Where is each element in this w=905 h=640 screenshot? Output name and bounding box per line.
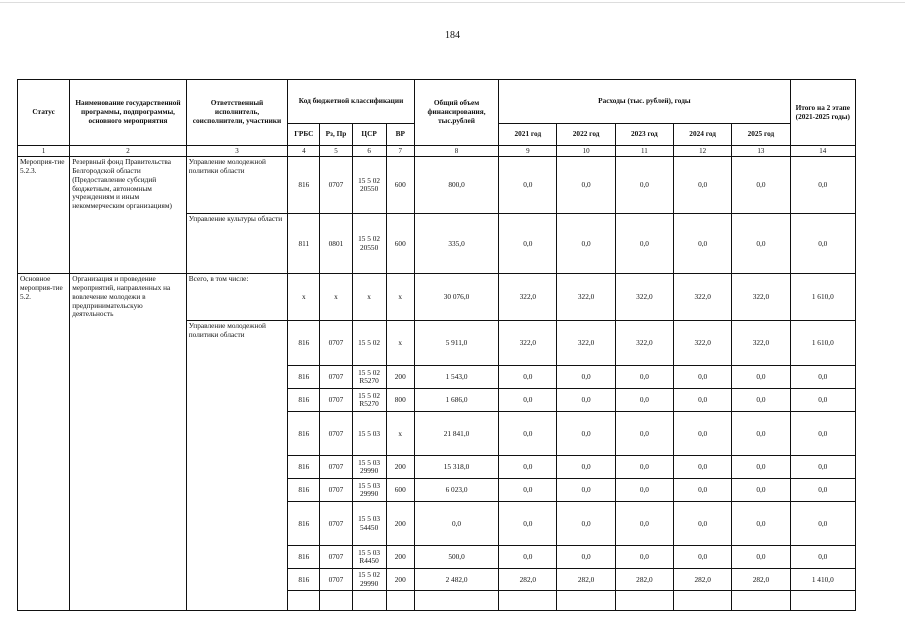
col-num: 2 [70,146,187,157]
col-num: 7 [386,146,414,157]
status-cell: Основное мероприя-тие 5.2. [18,274,70,611]
header-year-2022: 2022 год [557,124,615,146]
vr-cell: 600 [386,214,414,274]
vr-cell: x [386,321,414,366]
column-number-row [18,146,856,157]
stage-total-cell: 0,0 [790,157,855,214]
total-cell [414,591,498,611]
csr-cell: 15 5 02 20550 [352,214,386,274]
stage-total-cell: 1 610,0 [790,274,855,321]
rzpr-cell: x [320,274,352,321]
year-cell: 0,0 [499,389,557,412]
csr-cell: 15 5 03 [352,412,386,456]
col-num: 14 [790,146,855,157]
stage-total-cell: 0,0 [790,389,855,412]
year-cell: 0,0 [615,366,673,389]
executor-cell: Всего, в том числе: [186,274,287,321]
vr-cell: 200 [386,546,414,569]
total-cell: 1 543,0 [414,366,498,389]
header-name: Наименование государственной программы, подпрограммы, основного мероприятия [70,80,187,146]
year-cell: 0,0 [674,546,732,569]
total-cell: 6 023,0 [414,479,498,502]
col-num: 3 [186,146,287,157]
grbs-cell: x [288,274,320,321]
total-cell: 800,0 [414,157,498,214]
year-cell: 0,0 [732,412,790,456]
total-cell: 21 841,0 [414,412,498,456]
stage-total-cell [790,591,855,611]
rzpr-cell: 0707 [320,502,352,546]
csr-cell: 15 5 02 [352,321,386,366]
rzpr-cell: 0707 [320,366,352,389]
total-cell: 5 911,0 [414,321,498,366]
year-cell: 0,0 [674,479,732,502]
year-cell [557,591,615,611]
name-cell: Резервный фонд Правительства Белгородской области (Предоставление субсидий бюджетным, автономным учреждениям и иным некоммерческим организациям) [70,157,187,274]
year-cell: 0,0 [615,412,673,456]
name-cell: Организация и проведение мероприятий, направленных на вовлечение молодежи в предпринимательскую деятельность [70,274,187,611]
rzpr-cell: 0707 [320,456,352,479]
year-cell: 0,0 [615,546,673,569]
grbs-cell: 816 [288,502,320,546]
grbs-cell: 816 [288,366,320,389]
grbs-cell: 816 [288,412,320,456]
budget-table [17,79,856,611]
vr-cell: 600 [386,479,414,502]
vr-cell: 800 [386,389,414,412]
csr-cell: 15 5 03 54450 [352,502,386,546]
rzpr-cell: 0707 [320,546,352,569]
year-cell: 0,0 [615,502,673,546]
year-cell: 0,0 [732,502,790,546]
col-num: 10 [557,146,615,157]
total-cell: 500,0 [414,546,498,569]
rzpr-cell: 0707 [320,569,352,591]
rzpr-cell: 0707 [320,479,352,502]
csr-cell: 15 5 03 R4450 [352,546,386,569]
year-cell: 322,0 [615,274,673,321]
col-num: 12 [674,146,732,157]
year-cell [674,591,732,611]
executor-cell: Управление молодежной политики области [186,157,287,214]
executor-cell: Управление молодежной политики области [186,321,287,611]
grbs-cell: 816 [288,569,320,591]
year-cell: 0,0 [557,546,615,569]
year-cell: 282,0 [499,569,557,591]
vr-cell: 200 [386,456,414,479]
year-cell: 0,0 [674,456,732,479]
year-cell: 322,0 [732,321,790,366]
col-num: 11 [615,146,673,157]
year-cell [499,591,557,611]
grbs-cell: 816 [288,479,320,502]
grbs-cell: 816 [288,321,320,366]
year-cell: 0,0 [674,389,732,412]
year-cell: 0,0 [674,214,732,274]
total-cell: 0,0 [414,502,498,546]
year-cell: 282,0 [557,569,615,591]
header-executor: Ответственный исполнитель, соисполнители, участники [186,80,287,146]
header-grbs: ГРБС [288,124,320,146]
grbs-cell: 811 [288,214,320,274]
year-cell: 0,0 [732,456,790,479]
col-num: 4 [288,146,320,157]
year-cell: 0,0 [674,412,732,456]
vr-cell: 600 [386,157,414,214]
vr-cell [386,591,414,611]
csr-cell: 15 5 02 20550 [352,157,386,214]
year-cell: 0,0 [499,502,557,546]
stage-total-cell: 0,0 [790,456,855,479]
header-total: Общий объем финансирования, тыс.рублей [414,80,498,146]
col-num: 5 [320,146,352,157]
year-cell: 0,0 [557,366,615,389]
year-cell: 322,0 [615,321,673,366]
stage-total-cell: 0,0 [790,479,855,502]
table-row [18,274,856,321]
grbs-cell: 816 [288,456,320,479]
year-cell: 0,0 [615,389,673,412]
rzpr-cell: 0707 [320,321,352,366]
csr-cell: 15 5 03 29990 [352,456,386,479]
header-status: Статус [18,80,70,146]
year-cell: 0,0 [499,456,557,479]
rzpr-cell: 0707 [320,157,352,214]
total-cell: 15 318,0 [414,456,498,479]
csr-cell [352,591,386,611]
stage-total-cell: 0,0 [790,214,855,274]
header-year-2023: 2023 год [615,124,673,146]
year-cell: 0,0 [732,546,790,569]
year-cell: 0,0 [674,366,732,389]
year-cell [732,591,790,611]
rzpr-cell: 0707 [320,389,352,412]
stage-total-cell: 1 410,0 [790,569,855,591]
year-cell: 0,0 [732,214,790,274]
vr-cell: 200 [386,366,414,389]
header-rzpr: Рз, Пр [320,124,352,146]
header-year-2024: 2024 год [674,124,732,146]
year-cell: 322,0 [557,274,615,321]
year-cell: 282,0 [674,569,732,591]
year-cell: 0,0 [557,479,615,502]
year-cell: 0,0 [557,157,615,214]
header-expenses: Расходы (тыс. рублей), годы [499,80,790,124]
year-cell: 322,0 [499,274,557,321]
year-cell: 0,0 [615,157,673,214]
year-cell: 322,0 [499,321,557,366]
table-row [18,157,856,214]
grbs-cell: 816 [288,389,320,412]
status-cell: Мероприя-тие 5.2.3. [18,157,70,274]
page-number: 184 [445,30,460,41]
stage-total-cell: 0,0 [790,546,855,569]
header-vr: ВР [386,124,414,146]
year-cell: 0,0 [499,546,557,569]
year-cell: 0,0 [499,366,557,389]
csr-cell: 15 5 02 R5270 [352,389,386,412]
year-cell: 0,0 [674,157,732,214]
year-cell: 0,0 [674,502,732,546]
year-cell: 0,0 [732,479,790,502]
total-cell: 335,0 [414,214,498,274]
year-cell: 282,0 [615,569,673,591]
year-cell: 0,0 [499,157,557,214]
col-num: 9 [499,146,557,157]
grbs-cell: 816 [288,546,320,569]
year-cell: 0,0 [499,214,557,274]
year-cell: 0,0 [557,502,615,546]
year-cell: 0,0 [615,479,673,502]
year-cell: 0,0 [732,389,790,412]
year-cell: 0,0 [557,456,615,479]
year-cell: 282,0 [732,569,790,591]
stage-total-cell: 1 610,0 [790,321,855,366]
vr-cell: x [386,412,414,456]
year-cell: 322,0 [557,321,615,366]
header-year-2021: 2021 год [499,124,557,146]
col-num: 1 [18,146,70,157]
csr-cell: 15 5 03 29990 [352,479,386,502]
year-cell: 0,0 [557,412,615,456]
year-cell: 0,0 [615,456,673,479]
year-cell: 0,0 [499,479,557,502]
total-cell: 30 076,0 [414,274,498,321]
vr-cell: 200 [386,502,414,546]
header-budget-code: Код бюджетной классификации [288,80,415,124]
total-cell: 1 686,0 [414,389,498,412]
header-csr: ЦСР [352,124,386,146]
grbs-cell: 816 [288,157,320,214]
rzpr-cell: 0707 [320,412,352,456]
year-cell [615,591,673,611]
year-cell: 0,0 [732,157,790,214]
year-cell: 0,0 [615,214,673,274]
year-cell: 322,0 [732,274,790,321]
col-num: 8 [414,146,498,157]
vr-cell: 200 [386,569,414,591]
csr-cell: 15 5 02 R5270 [352,366,386,389]
year-cell: 322,0 [674,274,732,321]
year-cell: 0,0 [499,412,557,456]
rzpr-cell [320,591,352,611]
col-num: 13 [732,146,790,157]
total-cell: 2 482,0 [414,569,498,591]
csr-cell: 15 5 02 29990 [352,569,386,591]
rzpr-cell: 0801 [320,214,352,274]
grbs-cell [288,591,320,611]
year-cell: 0,0 [557,214,615,274]
year-cell: 0,0 [732,366,790,389]
header-stage-total: Итого на 2 этапе (2021-2025 годы) [790,80,855,146]
stage-total-cell: 0,0 [790,502,855,546]
csr-cell: x [352,274,386,321]
col-num: 6 [352,146,386,157]
stage-total-cell: 0,0 [790,366,855,389]
stage-total-cell: 0,0 [790,412,855,456]
executor-cell: Управление культуры области [186,214,287,274]
header-year-2025: 2025 год [732,124,790,146]
vr-cell: x [386,274,414,321]
year-cell: 322,0 [674,321,732,366]
year-cell: 0,0 [557,389,615,412]
